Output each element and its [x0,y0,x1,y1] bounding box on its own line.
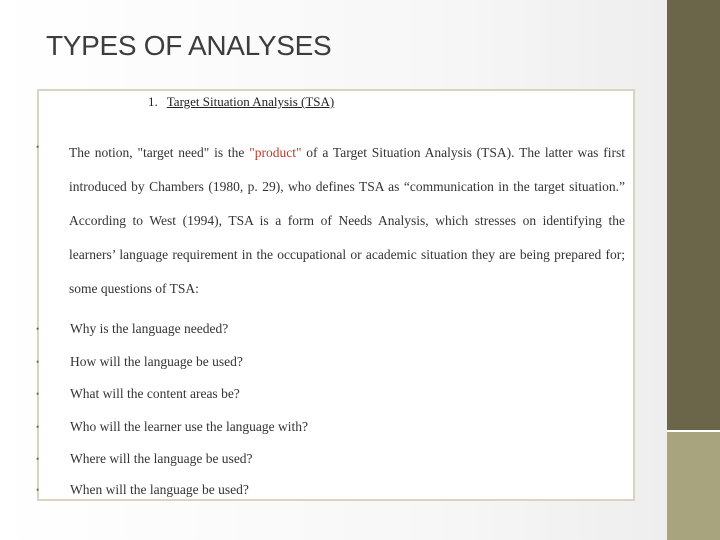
paragraph-text-before: The notion, "target need" is the [69,145,250,160]
bullet-icon: • [36,389,40,399]
bullet-icon: • [36,357,40,367]
sidebar-accent-light [667,432,720,540]
subheading-number: 1. [148,94,158,109]
sidebar-accent-dark [667,0,720,432]
question-item: Where will the language be used? [70,451,253,466]
bullet-icon: • [36,142,40,152]
question-item: What will the content areas be? [70,386,240,401]
bullet-icon: • [36,485,40,495]
slide-title: TYPES OF ANALYSES [46,30,332,61]
question-item: Who will the learner use the language with? [70,419,309,434]
question-item: How will the language be used? [70,354,243,369]
subheading [148,94,334,110]
paragraph [69,136,625,306]
subheading-text: Target Situation Analysis (TSA) [166,94,335,109]
bullet-icon: • [36,454,40,464]
bullet-icon: • [36,422,40,432]
question-item: Why is the language needed? [70,321,229,336]
paragraph-highlight: "product" [249,145,302,160]
bullet-icon: • [36,324,40,334]
question-item: When will the language be used? [70,482,249,497]
paragraph-text-after: of a Target Situation Analysis (TSA). The latter was first introduced by Chambers (1980, p. 29), who defines TSA as “communication in the target situation.” According to West (1994), TSA is a form of Needs Analysis, which stresses on identifying the learners’ language requirement in the occupational or academic situation they are being prepared for; some questions of TSA: [69,145,625,296]
